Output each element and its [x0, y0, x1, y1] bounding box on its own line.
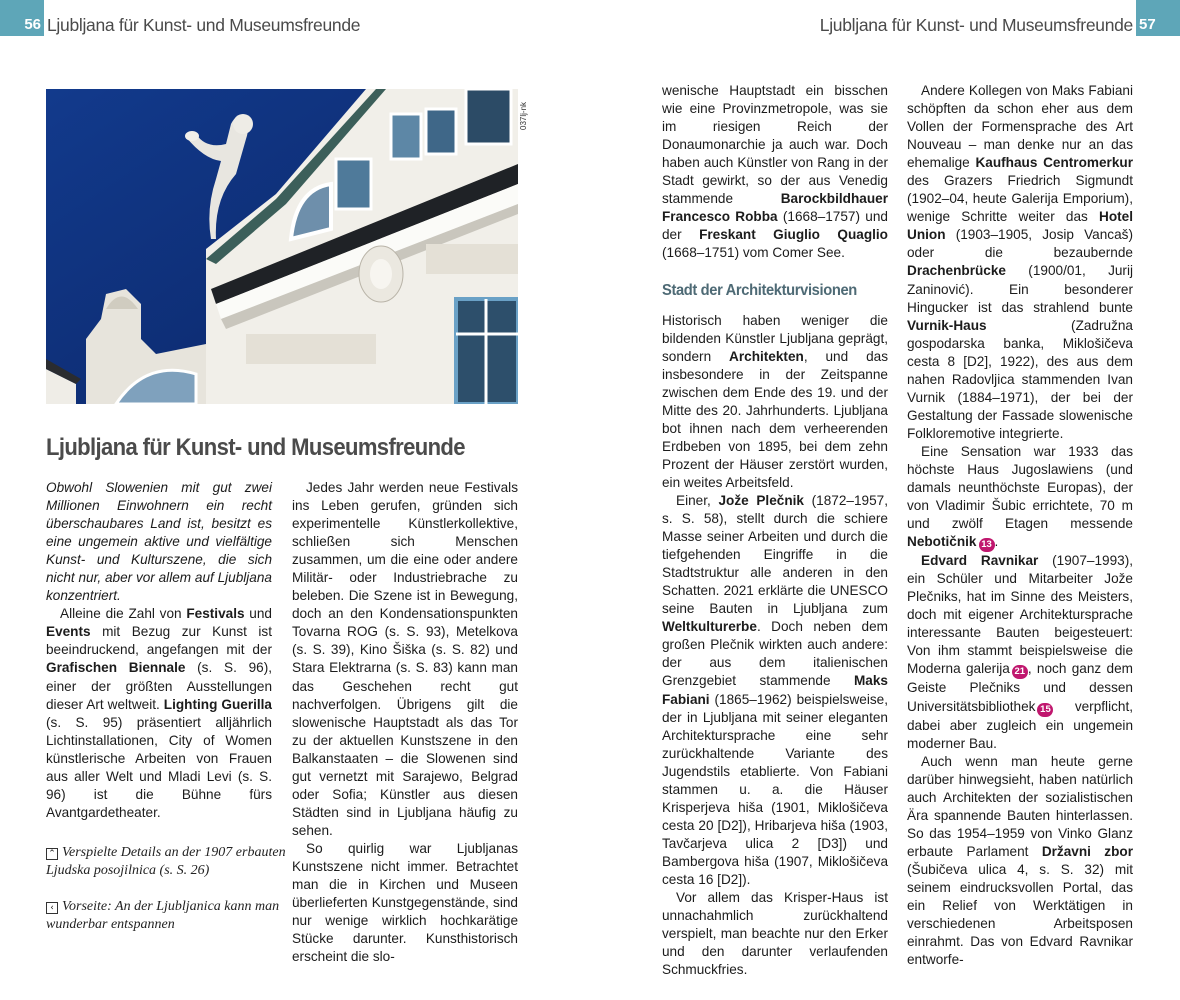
keyword: Maks Fabiani [662, 673, 888, 707]
running-head-left: Ljubljana für Kunst- und Museumsfreunde [47, 15, 361, 35]
paragraph-art-nouveau: Andere Kollegen von Maks Fabiani schöpften da schon eher aus dem Vollen der Formensprache des Art Nouveau – man denke nur an das ehemalige Kaufhaus Centromerkur des Grazers Friedrich Sigmundt (1902–04, heute Galerija Emporium), wenige Schritte weiter das Hotel Union (1903–1905, Josip Vancaš) oder die bezaubernde Drachenbrücke (1900/01, Jurij Zaninović). Ein besonderer Hingucker ist das strahlend bunte Vurnik-Haus (Zadružna gospodarska banka, Miklošičeva cesta 8 [D2], 1922), des aus dem nahen Radovljica stammenden Ivan Vurnik (1884–1971), der bei der Gestaltung der Fassade slowenische Folkloremotive integrierte. [907, 83, 1133, 441]
running-head-right: Ljubljana für Kunst- und Museumsfreunde [819, 15, 1133, 35]
chapter-title: Ljubljana für Kunst- und Museumsfreunde [46, 434, 465, 461]
keyword: Festivals [186, 606, 245, 622]
keyword: Events [46, 624, 91, 640]
map-marker-21[interactable]: 21 [1012, 665, 1028, 679]
keyword: Edvard Ravnikar [921, 553, 1039, 569]
column-3 [662, 82, 888, 979]
keyword: Hotel Union [907, 209, 1133, 243]
paragraph-festivals: Alleine die Zahl von Festivals und Events mit Bezug zur Kunst ist beeindruckend, angefangen mit der Grafischen Biennale (s. S. 96), einer der größten Ausstellungen dieser Art weltweit. Lighting Guerilla (s. S. 95) präsentiert alljährlich Lichtinstallationen, City of Women künstlerische Arbeiten von Frauen aus aller Welt und Mladi Levi (s. S. 96) ist die Bühne fürs Avantgardetheater. [46, 606, 273, 820]
page-number-tab-right [1136, 0, 1180, 36]
paragraph-art-history: So quirlig war Ljubljanas Kunstszene nicht immer. Betrachtet man die in Kirchen und Museen überlieferten Kunstgegenstände, sind nur wenige wirklich hochkarätige Stücke darunter. Kunsthistorisch erscheint die slo- [292, 840, 518, 965]
previous-page-caption [46, 898, 286, 934]
paragraph-architects: Historisch haben weniger die bildenden Künstler Ljubljana geprägt, sondern Architekten, und das insbesondere in der Zeitspanne zwischen dem Ende des 19. und der Mitte des 20. Jahrhunderts. Ljubljana bot ihnen nach dem verheerenden Erdbeben von 1895, bei dem zehn Prozent der Häuser zerstört wurden, ein weites Arbeitsfeld. [662, 312, 888, 490]
section-subhead: Stadt der Architekturvisionen [662, 282, 857, 300]
paragraph-plecnik: Einer, Jože Plečnik (1872–1957, s. S. 58), stellt durch die schiere Masse seiner Arbeiten und durch die tiefgehenden Eingriffe in die Stadtstruktur alle anderen in den Schatten. 2021 erklärte die UNESCO seine Bauten in Ljubljana zum Weltkulturerbe. Doch neben dem großen Plečnik wirkten auch andere: der aus dem italienischen Grenzgebiet stammende Maks Fabiani (1865–1962) beispielsweise, der in Ljubljana mit seiner eleganten Architektursprache eine sehr zurückhaltende Variante des Jugendstils etablierte. Von Fabiani stammen u. a. die Häuser Krisperjeva hiša (1901, Miklošičeva cesta 20 [D2]), Hribarjeva hiša (1903, Tavčarjeva ulica 2 [D3]) und Bambergova hiša (1907, Miklošičeva cesta 16 [D2]). [662, 492, 888, 887]
page-number: 56 [24, 16, 41, 33]
paragraph-continued: wenische Hauptstadt ein bisschen wie eine Provinzmetropole, was sie im riesigen Reich der Donaumonarchie ja auch war. Doch haben auch Künstler von Rang in der Stadt gewirkt, so der aus Venedig stammende Barockbildhauer Francesco Robba (1668–1757) und der Freskant Giuglio Quaglio (1668–1751) vom Comer See. [662, 83, 888, 261]
arrow-up-icon: ⌃ [46, 848, 58, 860]
arrow-left-icon: ‹ [46, 902, 58, 914]
paragraph-neboticnik: Eine Sensation war 1933 das höchste Haus Jugoslawiens (und damals neunthöchste Europas), der von Vladimir Šubic errichtete, 70 m und zwölf Etagen messende Nebotičnik 13 . [907, 443, 1133, 551]
keyword: Jože Plečnik [718, 492, 804, 508]
facade-illustration [46, 89, 518, 404]
map-marker-15[interactable]: 15 [1037, 703, 1053, 717]
photo-caption [46, 844, 286, 880]
paragraph-socialist-era: Auch wenn man heute gerne darüber hinwegsieht, haben natürlich auch Architekten der sozialistischen Ära spannende Bauten hinterlassen. So das 1954–1959 von Vinko Glanz erbaute Parlament Državni zbor (Šubičeva ulica 4, s. S. 32) mit seinem eindrucksvollen Portal, das ein Relief von Werktätigen in verschiedenen Arbeitsposen einrahmt. Das von Edvard Ravnikar entworfe- [907, 753, 1133, 968]
column-2 [292, 479, 518, 966]
keyword: Lighting Guerilla [163, 696, 272, 712]
column-1 [46, 479, 272, 822]
caption-text: Verspielte Details an der 1907 erbauten Ljudska posojilnica (s. S. 26) [46, 845, 286, 878]
keyword: Architekten [729, 348, 804, 364]
photo-credit: 037lj-nk [519, 101, 528, 130]
lead-paragraph: Obwohl Slowenien mit gut zwei Millionen Einwohnern ein recht überschaubares Land ist, besitzt es eine ungemein aktive und vielfältige Kunst- und Kulturszene, die sich nicht nur, aber vor allem auf Ljubljana konzentriert. [46, 480, 272, 604]
keyword: Državni zbor [1041, 843, 1133, 859]
map-marker-13[interactable]: 13 [979, 538, 995, 552]
paragraph-krisper-haus: Vor allem das Krisper-Haus ist unnachahmlich zurückhaltend verspielt, man beachte nur den Erker und den darunter verlaufenden Schmuckfries. [662, 890, 888, 978]
keyword: Drachenbrücke [907, 263, 1006, 279]
keyword: Barockbildhauer Francesco Robba [662, 191, 888, 225]
keyword: Nebotičnik [907, 534, 977, 550]
page-number: 57 [1139, 16, 1156, 33]
keyword: Grafischen Biennale [46, 660, 186, 676]
paragraph-ravnikar: Edvard Ravnikar (1907–1993), ein Schüler und Mitarbeiter Jože Plečniks, hat im Sinne des Meisters, doch mit eigener Architektursprache interessante Bauten beigesteuert: Von ihm stammt beispielsweise die Moderna galerija 21 , noch ganz dem Geiste Plečniks und dessen Universitätsbibliothek 15 verpflicht, dabei aber zugleich ein ungemein moderner Bau. [907, 553, 1134, 751]
keyword: Kaufhaus Centromerkur [975, 155, 1133, 171]
keyword: Freskant Giuglio Quaglio [699, 227, 888, 243]
keyword: Weltkulturerbe [662, 619, 757, 635]
facade-photo [46, 89, 518, 404]
keyword: Vurnik-Haus [907, 317, 987, 333]
page-number-tab-left [0, 0, 44, 36]
paragraph-festivals-scene: Jedes Jahr werden neue Festivals ins Leben gerufen, gründen sich experimentelle Künstlerkollektive, schließen sich Menschen zusammen, um die eine oder andere Militär- oder Industriebrache zu beleben. Die Szene ist in Bewegung, doch an den Kondensationspunkten Tovarna ROG (s. S. 93), Metelkova (s. S. 39), Kino Šiška (s. S. 82) und Stara Elektrarna (s. S. 83) kann man das Geschehen recht gut nachverfolgen. Übrigens gilt die slowenische Hauptstadt als das Tor zu der aktuellen Kunstszene in den Balkanstaaten – die Slowenen sind gut vernetzt mit Sarajewo, Belgrad oder Sofia; Künstler aus diesen Städten sind in Ljubljana häufig zu sehen. [292, 480, 518, 838]
column-4 [907, 82, 1133, 969]
caption-text: Vorseite: An der Ljubljanica kann man wunderbar entspannen [46, 899, 280, 932]
